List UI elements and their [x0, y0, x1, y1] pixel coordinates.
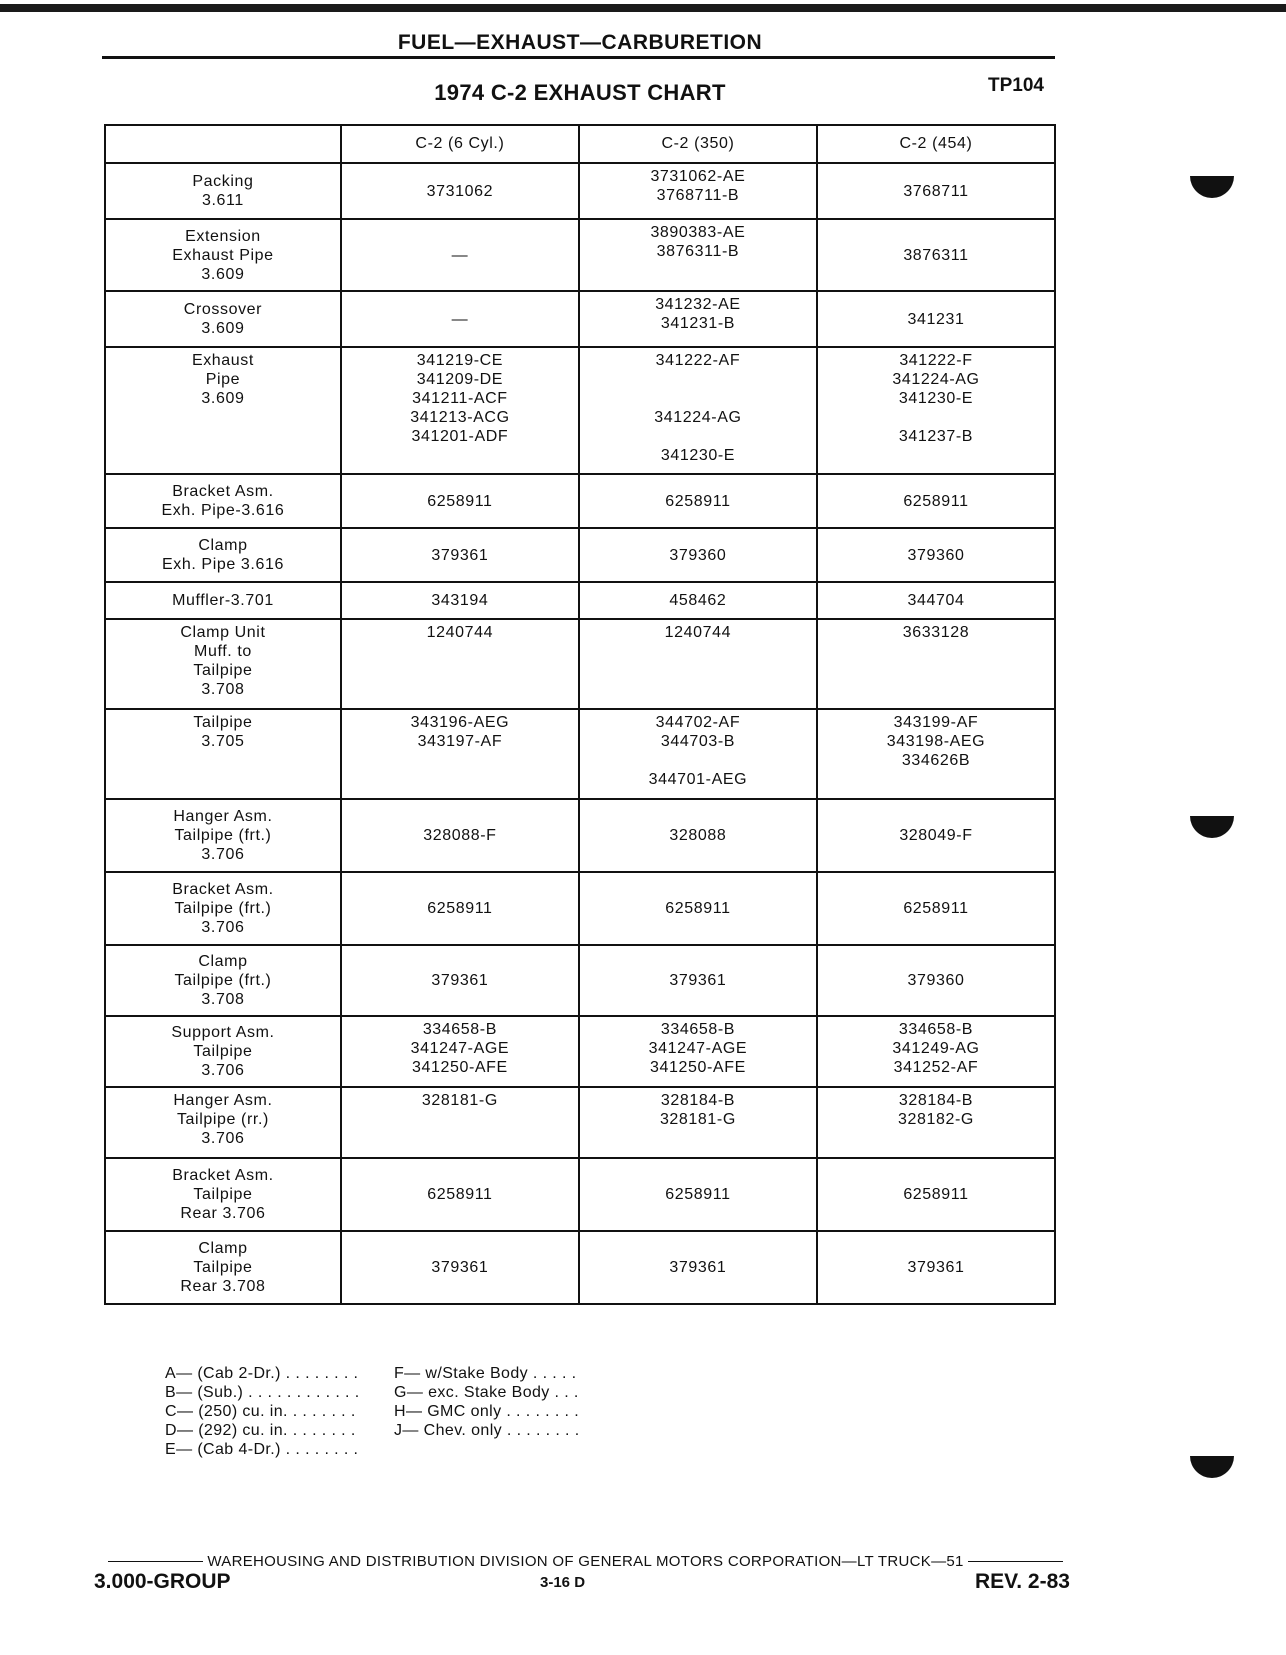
legend-item: J— Chev. only . . . . . . . .	[394, 1422, 580, 1439]
part-number-cell	[341, 1231, 579, 1304]
footer-rule-left	[108, 1561, 203, 1562]
row-label	[105, 163, 341, 219]
part-number-cell	[817, 619, 1055, 709]
part-number: 341201-ADF	[411, 428, 509, 445]
part-number: 341230-E	[898, 390, 974, 407]
row-label-line: 3.609	[201, 390, 245, 407]
row-label-line: Rear 3.708	[180, 1278, 266, 1295]
table-row	[105, 1158, 1055, 1231]
row-label-line: Exhaust Pipe	[172, 246, 274, 264]
part-number-cell	[579, 799, 817, 872]
part-number-cell	[579, 474, 817, 528]
row-label-line: 3.706	[201, 846, 245, 863]
part-number-cell	[341, 709, 579, 799]
part-number: 379360	[669, 546, 727, 564]
part-number: 341231	[907, 310, 965, 328]
part-number-cell	[341, 1158, 579, 1231]
footer-revision: REV. 2-83	[975, 1570, 1070, 1593]
part-number: 344701-AEG	[648, 771, 748, 788]
row-label-line: Hanger Asm.	[173, 808, 273, 825]
part-number-cell	[341, 291, 579, 347]
row-label-line: Bracket Asm.	[172, 881, 274, 898]
row-label-line: Clamp	[198, 953, 248, 970]
table-row	[105, 219, 1055, 291]
part-number-cell	[817, 799, 1055, 872]
legend-item: B— (Sub.) . . . . . . . . . . . .	[165, 1384, 360, 1401]
binder-hole-mark	[1190, 816, 1234, 842]
table-row	[105, 799, 1055, 872]
row-label-line: Support Asm.	[171, 1024, 275, 1041]
part-number: 379361	[431, 1259, 489, 1276]
row-label-line: Tailpipe (frt.)	[174, 972, 272, 989]
part-number: 6258911	[665, 1186, 731, 1203]
part-number-cell	[341, 872, 579, 945]
page-code: TP104	[988, 75, 1044, 96]
part-number: 379361	[669, 972, 727, 989]
table-row	[105, 582, 1055, 619]
part-number-cell	[579, 291, 817, 347]
part-number: 341224-AG	[892, 371, 980, 388]
part-number: 341232-AE	[655, 296, 741, 313]
part-number-cell	[579, 619, 817, 709]
part-number-cell	[817, 163, 1055, 219]
part-number: 341247-AGE	[410, 1040, 510, 1057]
part-number: 6258911	[903, 1186, 969, 1203]
row-label-line: Muff. to	[194, 643, 252, 660]
row-label-line: Tailpipe	[193, 1043, 253, 1060]
row-label-line: Rear 3.706	[180, 1205, 266, 1222]
part-number: 328181-G	[421, 1092, 498, 1109]
section-title: FUEL—EXHAUST—CARBURETION	[397, 31, 763, 54]
table-body	[105, 163, 1055, 1304]
row-label-line: Clamp Unit	[180, 624, 266, 641]
part-number: 341231-B	[660, 315, 736, 332]
part-number: —	[451, 310, 469, 328]
part-number: 6258911	[665, 492, 731, 510]
row-label-line: Extension	[185, 227, 261, 245]
part-number: 379361	[431, 972, 489, 989]
part-number: 341252-AF	[893, 1059, 979, 1076]
row-label-line: Tailpipe (frt.)	[174, 900, 272, 917]
part-number-cell	[579, 219, 817, 291]
row-label	[105, 474, 341, 528]
column-header	[105, 125, 341, 163]
title-rule	[102, 56, 1055, 59]
row-label	[105, 872, 341, 945]
part-number: 6258911	[903, 492, 969, 510]
part-number-cell	[341, 1087, 579, 1158]
footer-rule-right	[968, 1561, 1063, 1562]
legend-item: H— GMC only . . . . . . . .	[394, 1403, 580, 1420]
table-row	[105, 291, 1055, 347]
part-number-cell	[817, 291, 1055, 347]
table-row	[105, 163, 1055, 219]
row-label-line: 3.611	[202, 192, 244, 209]
row-label-line: Tailpipe	[193, 1186, 253, 1203]
part-number: 334658-B	[660, 1021, 736, 1038]
part-number-cell	[579, 945, 817, 1016]
part-number: 3768711-B	[656, 187, 740, 204]
top-edge-bar	[0, 4, 1286, 12]
row-label-line: Bracket Asm.	[172, 483, 274, 500]
part-number: 1240744	[664, 624, 732, 641]
row-label	[105, 291, 341, 347]
part-number: 6258911	[665, 900, 731, 917]
part-number: 341224-AG	[654, 409, 742, 426]
part-number: 341222-F	[899, 352, 973, 369]
part-number: 343197-AF	[417, 733, 503, 750]
row-label-line: Pipe	[205, 371, 241, 388]
row-label-line: Clamp	[198, 537, 248, 554]
part-number: 1240744	[426, 624, 494, 641]
part-number-cell	[341, 945, 579, 1016]
part-number: 458462	[669, 592, 727, 609]
row-label-line: Tailpipe	[193, 714, 253, 731]
part-number: 6258911	[427, 900, 493, 917]
part-number: 343196-AEG	[410, 714, 510, 731]
row-label-line: Tailpipe	[193, 662, 253, 679]
part-number: 328088-F	[423, 827, 497, 844]
part-number: 328182-G	[897, 1111, 974, 1128]
table-row	[105, 474, 1055, 528]
part-number-cell	[579, 872, 817, 945]
row-label-line: Clamp	[198, 1240, 248, 1257]
row-label	[105, 945, 341, 1016]
legend-item: A— (Cab 2-Dr.) . . . . . . . .	[165, 1365, 359, 1382]
row-label-line: 3.705	[201, 733, 245, 750]
part-number: 328181-G	[659, 1111, 736, 1128]
row-label	[105, 219, 341, 291]
footer-division-line	[108, 1553, 1063, 1570]
part-number: 341250-AFE	[650, 1059, 746, 1076]
part-number: 328184-B	[660, 1092, 736, 1109]
part-number: —	[451, 246, 469, 264]
part-number-cell	[341, 582, 579, 619]
part-number: 328049-F	[899, 827, 973, 844]
part-number-cell	[341, 1016, 579, 1087]
part-number-cell	[817, 945, 1055, 1016]
part-number: 3768711	[903, 182, 969, 200]
legend-item: G— exc. Stake Body . . .	[394, 1384, 579, 1401]
part-number: 3731062	[426, 182, 494, 200]
part-number-cell	[817, 347, 1055, 474]
part-number: 341219-CE	[416, 352, 504, 369]
part-number-cell	[579, 709, 817, 799]
part-number-cell	[341, 474, 579, 528]
legend-left	[165, 1364, 360, 1459]
row-label-line: Packing	[192, 173, 254, 190]
part-number-cell	[341, 799, 579, 872]
part-number-cell	[579, 1087, 817, 1158]
row-label-line: Exh. Pipe-3.616	[161, 502, 285, 519]
part-number: 341237-B	[898, 428, 974, 445]
part-number-cell	[817, 709, 1055, 799]
row-label-line: Tailpipe (rr.)	[176, 1111, 269, 1128]
part-number: 6258911	[427, 1186, 493, 1203]
legend-item: F— w/Stake Body . . . . .	[394, 1365, 577, 1382]
part-number: 343198-AEG	[886, 733, 986, 750]
part-number: 344702-AF	[655, 714, 741, 731]
part-number: 341209-DE	[416, 371, 504, 388]
part-number-cell	[341, 219, 579, 291]
part-number: 379360	[907, 546, 965, 564]
row-label	[105, 1158, 341, 1231]
part-number-cell	[817, 582, 1055, 619]
part-number: 341249-AG	[892, 1040, 980, 1057]
row-label-line: Tailpipe	[193, 1259, 253, 1276]
row-label-line: Exhaust	[191, 352, 254, 369]
part-number: 3633128	[902, 624, 970, 641]
part-number-cell	[579, 1158, 817, 1231]
column-header: C-2 (6 Cyl.)	[341, 125, 579, 163]
chart-title: 1974 C-2 EXHAUST CHART	[434, 80, 726, 105]
row-label-line: Bracket Asm.	[172, 1167, 274, 1184]
part-number: 343199-AF	[893, 714, 979, 731]
part-number-cell	[579, 528, 817, 582]
table-row	[105, 709, 1055, 799]
row-label	[105, 528, 341, 582]
row-label-line: 3.609	[201, 265, 245, 283]
part-number-cell	[817, 1158, 1055, 1231]
row-label	[105, 1016, 341, 1087]
exhaust-chart-table	[104, 124, 1056, 1305]
part-number: 3876311	[903, 246, 969, 264]
part-number-cell	[341, 347, 579, 474]
row-label-line: Exh. Pipe 3.616	[161, 556, 284, 573]
part-number-cell	[817, 1231, 1055, 1304]
part-number: 379361	[669, 1259, 727, 1276]
part-number-cell	[579, 163, 817, 219]
table-row	[105, 1087, 1055, 1158]
part-number: 334626B	[901, 752, 971, 769]
column-header: C-2 (350)	[579, 125, 817, 163]
part-number: 328088	[669, 827, 727, 844]
part-number-cell	[341, 619, 579, 709]
table-row	[105, 945, 1055, 1016]
legend-item: C— (250) cu. in. . . . . . . .	[165, 1403, 356, 1420]
part-number-cell	[579, 582, 817, 619]
part-number-cell	[579, 1231, 817, 1304]
row-label-line: 3.708	[201, 681, 245, 698]
part-number: 379361	[431, 546, 489, 564]
legend-item: D— (292) cu. in. . . . . . . .	[165, 1422, 356, 1439]
table-header-row	[105, 125, 1055, 163]
part-number: 341230-E	[660, 447, 736, 464]
part-number	[584, 389, 812, 408]
column-header: C-2 (454)	[817, 125, 1055, 163]
part-number: 334658-B	[422, 1021, 498, 1038]
part-number-cell	[817, 219, 1055, 291]
row-label	[105, 799, 341, 872]
row-label-line: 3.706	[201, 1130, 245, 1147]
table-row	[105, 1231, 1055, 1304]
legend-right	[394, 1364, 580, 1440]
row-label	[105, 1087, 341, 1158]
binder-hole-mark	[1190, 1456, 1234, 1482]
row-label	[105, 582, 341, 619]
part-number-cell	[579, 347, 817, 474]
row-label-line: Tailpipe (frt.)	[174, 827, 272, 844]
part-number-cell	[579, 1016, 817, 1087]
part-number: 6258911	[427, 492, 493, 510]
table-row	[105, 528, 1055, 582]
part-number: 343194	[431, 592, 489, 609]
legend-item: E— (Cab 4-Dr.) . . . . . . . .	[165, 1441, 359, 1458]
part-number	[584, 427, 812, 446]
row-label-line: 3.706	[201, 1062, 245, 1079]
part-number: 341250-AFE	[411, 1059, 508, 1076]
part-number: 344703-B	[660, 733, 736, 750]
part-number: 3890383-AE	[650, 224, 746, 241]
part-number-cell	[817, 872, 1055, 945]
part-number	[584, 370, 812, 389]
row-label-line: Muffler-3.701	[172, 592, 274, 609]
row-label	[105, 709, 341, 799]
row-label	[105, 1231, 341, 1304]
part-number: 341211-ACF	[412, 390, 508, 407]
part-number: 328184-B	[898, 1092, 974, 1109]
part-number: 3876311-B	[656, 243, 740, 260]
row-label-line: 3.708	[201, 991, 245, 1008]
part-number: 341222-AF	[655, 352, 741, 369]
part-number: 341213-ACG	[410, 409, 510, 426]
table-row	[105, 619, 1055, 709]
part-number-cell	[817, 528, 1055, 582]
table-row	[105, 1016, 1055, 1087]
part-number-cell	[817, 1087, 1055, 1158]
part-number: 344704	[907, 592, 965, 609]
part-number: 341247-AGE	[648, 1040, 748, 1057]
part-number	[584, 751, 812, 770]
footer-group: 3.000-GROUP	[94, 1570, 231, 1593]
binder-hole-mark	[1190, 176, 1234, 202]
footer-division-text: WAREHOUSING AND DISTRIBUTION DIVISION OF GENERAL MOTORS CORPORATION—LT TRUCK—51	[207, 1553, 964, 1570]
part-number-cell	[341, 528, 579, 582]
part-number-cell	[817, 1016, 1055, 1087]
part-number: 3731062-AE	[650, 168, 746, 185]
footer-page-number: 3-16 D	[540, 1574, 586, 1591]
table-row	[105, 347, 1055, 474]
part-number	[822, 408, 1050, 427]
row-label	[105, 347, 341, 474]
part-number: 379361	[907, 1259, 965, 1276]
part-number-cell	[817, 474, 1055, 528]
row-label-line: Hanger Asm.	[173, 1092, 273, 1109]
part-number: 6258911	[903, 900, 969, 917]
part-number: 379360	[907, 972, 965, 989]
row-label	[105, 619, 341, 709]
table-row	[105, 872, 1055, 945]
part-number-cell	[341, 163, 579, 219]
row-label-line: 3.706	[201, 919, 245, 936]
row-label-line: 3.609	[201, 320, 245, 337]
part-number: 334658-B	[898, 1021, 974, 1038]
row-label-line: Crossover	[183, 301, 263, 318]
